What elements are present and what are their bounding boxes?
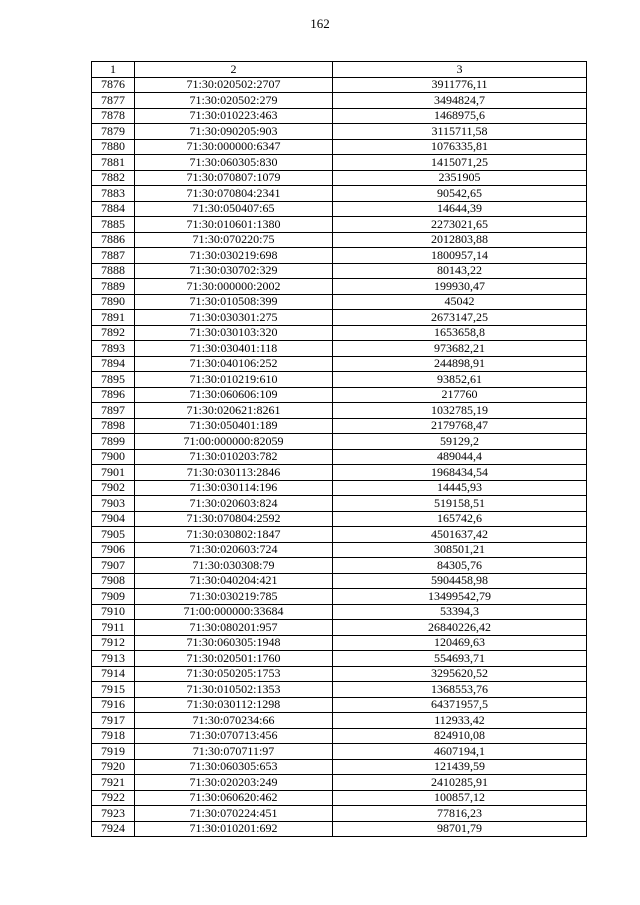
row-number-cell: 7879 xyxy=(92,124,135,140)
table-row xyxy=(92,155,587,171)
value-cell: 2012803,88 xyxy=(333,232,587,248)
value-cell: 121439,59 xyxy=(333,759,587,775)
table-row xyxy=(92,434,587,450)
cadastral-number-cell: 71:30:010201:692 xyxy=(135,821,333,837)
table-row xyxy=(92,651,587,667)
table-row xyxy=(92,418,587,434)
cadastral-number-cell: 71:30:070220:75 xyxy=(135,232,333,248)
table-row xyxy=(92,821,587,837)
cadastral-number-cell: 71:30:020502:2707 xyxy=(135,77,333,93)
value-cell: 519158,51 xyxy=(333,496,587,512)
table-row xyxy=(92,387,587,403)
value-cell: 93852,61 xyxy=(333,372,587,388)
table-row xyxy=(92,449,587,465)
table-row xyxy=(92,759,587,775)
row-number-cell: 7906 xyxy=(92,542,135,558)
cadastral-number-cell: 71:30:000000:6347 xyxy=(135,139,333,155)
cadastral-number-cell: 71:30:030113:2846 xyxy=(135,465,333,481)
table-row xyxy=(92,697,587,713)
value-cell: 1415071,25 xyxy=(333,155,587,171)
value-cell: 4501637,42 xyxy=(333,527,587,543)
table-row xyxy=(92,139,587,155)
cadastral-number-cell: 71:30:030112:1298 xyxy=(135,697,333,713)
table-row xyxy=(92,465,587,481)
table-row xyxy=(92,589,587,605)
cadastral-number-cell: 71:00:000000:33684 xyxy=(135,604,333,620)
row-number-cell: 7888 xyxy=(92,263,135,279)
value-cell: 84305,76 xyxy=(333,558,587,574)
value-cell: 3115711,58 xyxy=(333,124,587,140)
table-row xyxy=(92,279,587,295)
cadastral-number-cell: 71:30:070804:2592 xyxy=(135,511,333,527)
cadastral-number-cell: 71:30:090205:903 xyxy=(135,124,333,140)
value-cell: 98701,79 xyxy=(333,821,587,837)
table-row xyxy=(92,356,587,372)
row-number-cell: 7903 xyxy=(92,496,135,512)
table-row xyxy=(92,480,587,496)
table-row xyxy=(92,744,587,760)
cadastral-number-cell: 71:30:030802:1847 xyxy=(135,527,333,543)
row-number-cell: 7907 xyxy=(92,558,135,574)
row-number-cell: 7909 xyxy=(92,589,135,605)
row-number-cell: 7878 xyxy=(92,108,135,124)
cadastral-number-cell: 71:30:050205:1753 xyxy=(135,666,333,682)
table-row xyxy=(92,806,587,822)
value-cell: 2673147,25 xyxy=(333,310,587,326)
cadastral-number-cell: 71:30:030219:698 xyxy=(135,248,333,264)
table-row xyxy=(92,573,587,589)
value-cell: 77816,23 xyxy=(333,806,587,822)
value-cell: 14445,93 xyxy=(333,480,587,496)
value-cell: 53394,3 xyxy=(333,604,587,620)
value-cell: 64371957,5 xyxy=(333,697,587,713)
cadastral-number-cell: 71:00:000000:82059 xyxy=(135,434,333,450)
row-number-cell: 7922 xyxy=(92,790,135,806)
table-row xyxy=(92,248,587,264)
row-number-cell: 7901 xyxy=(92,465,135,481)
table-row xyxy=(92,511,587,527)
table-row xyxy=(92,77,587,93)
row-number-cell: 7890 xyxy=(92,294,135,310)
row-number-cell: 7882 xyxy=(92,170,135,186)
row-number-cell: 7897 xyxy=(92,403,135,419)
row-number-cell: 7924 xyxy=(92,821,135,837)
cadastral-number-cell: 71:30:020621:8261 xyxy=(135,403,333,419)
value-cell: 3295620,52 xyxy=(333,666,587,682)
table-row xyxy=(92,108,587,124)
value-cell: 14644,39 xyxy=(333,201,587,217)
row-number-cell: 7891 xyxy=(92,310,135,326)
table-row xyxy=(92,186,587,202)
row-number-cell: 7917 xyxy=(92,713,135,729)
row-number-cell: 7899 xyxy=(92,434,135,450)
value-cell: 59129,2 xyxy=(333,434,587,450)
value-cell: 1368553,76 xyxy=(333,682,587,698)
cadastral-number-cell: 71:30:030401:118 xyxy=(135,341,333,357)
table-row xyxy=(92,217,587,233)
row-number-cell: 7884 xyxy=(92,201,135,217)
row-number-cell: 7883 xyxy=(92,186,135,202)
value-cell: 308501,21 xyxy=(333,542,587,558)
row-number-cell: 7898 xyxy=(92,418,135,434)
value-cell: 13499542,79 xyxy=(333,589,587,605)
table-row xyxy=(92,775,587,791)
cadastral-number-cell: 71:30:010223:463 xyxy=(135,108,333,124)
cadastral-number-cell: 71:30:010502:1353 xyxy=(135,682,333,698)
table-row xyxy=(92,620,587,636)
table-row xyxy=(92,263,587,279)
value-cell: 2351905 xyxy=(333,170,587,186)
table-row xyxy=(92,527,587,543)
row-number-cell: 7910 xyxy=(92,604,135,620)
value-cell: 244898,91 xyxy=(333,356,587,372)
table-row xyxy=(92,93,587,109)
value-cell: 1032785,19 xyxy=(333,403,587,419)
table-header xyxy=(92,62,587,78)
cadastral-number-cell: 71:30:070804:2341 xyxy=(135,186,333,202)
cadastral-number-cell: 71:30:020502:279 xyxy=(135,93,333,109)
table-row xyxy=(92,790,587,806)
value-cell: 1968434,54 xyxy=(333,465,587,481)
row-number-cell: 7904 xyxy=(92,511,135,527)
value-cell: 2410285,91 xyxy=(333,775,587,791)
value-cell: 4607194,1 xyxy=(333,744,587,760)
row-number-cell: 7918 xyxy=(92,728,135,744)
table-row xyxy=(92,496,587,512)
table-row xyxy=(92,232,587,248)
value-cell: 554693,71 xyxy=(333,651,587,667)
table-row xyxy=(92,170,587,186)
cadastral-number-cell: 71:30:030308:79 xyxy=(135,558,333,574)
table-row xyxy=(92,682,587,698)
row-number-cell: 7911 xyxy=(92,620,135,636)
row-number-cell: 7889 xyxy=(92,279,135,295)
row-number-cell: 7921 xyxy=(92,775,135,791)
cadastral-number-cell: 71:30:020603:724 xyxy=(135,542,333,558)
value-cell: 2179768,47 xyxy=(333,418,587,434)
table-row xyxy=(92,201,587,217)
row-number-cell: 7919 xyxy=(92,744,135,760)
value-cell: 1800957,14 xyxy=(333,248,587,264)
cadastral-number-cell: 71:30:020501:1760 xyxy=(135,651,333,667)
cadastral-number-cell: 71:30:060305:830 xyxy=(135,155,333,171)
row-number-cell: 7915 xyxy=(92,682,135,698)
cadastral-number-cell: 71:30:080201:957 xyxy=(135,620,333,636)
cadastral-number-cell: 71:30:030103:320 xyxy=(135,325,333,341)
row-number-cell: 7896 xyxy=(92,387,135,403)
cadastral-number-cell: 71:30:030219:785 xyxy=(135,589,333,605)
row-number-cell: 7905 xyxy=(92,527,135,543)
row-number-cell: 7880 xyxy=(92,139,135,155)
value-cell: 1468975,6 xyxy=(333,108,587,124)
cadastral-number-cell: 71:30:010601:1380 xyxy=(135,217,333,233)
value-cell: 2273021,65 xyxy=(333,217,587,233)
table-row xyxy=(92,542,587,558)
column-header-2: 2 xyxy=(135,62,333,78)
cadastral-number-cell: 71:30:040106:252 xyxy=(135,356,333,372)
cadastral-number-cell: 71:30:010219:610 xyxy=(135,372,333,388)
cadastral-number-cell: 71:30:030301:275 xyxy=(135,310,333,326)
row-number-cell: 7892 xyxy=(92,325,135,341)
row-number-cell: 7885 xyxy=(92,217,135,233)
row-number-cell: 7916 xyxy=(92,697,135,713)
table-row xyxy=(92,666,587,682)
table-row xyxy=(92,124,587,140)
value-cell: 120469,63 xyxy=(333,635,587,651)
row-number-cell: 7895 xyxy=(92,372,135,388)
cadastral-number-cell: 71:30:010508:399 xyxy=(135,294,333,310)
row-number-cell: 7920 xyxy=(92,759,135,775)
value-cell: 100857,12 xyxy=(333,790,587,806)
cadastral-number-cell: 71:30:070807:1079 xyxy=(135,170,333,186)
row-number-cell: 7914 xyxy=(92,666,135,682)
cadastral-number-cell: 71:30:060606:109 xyxy=(135,387,333,403)
table-body xyxy=(92,77,587,837)
value-cell: 1076335,81 xyxy=(333,139,587,155)
table-row xyxy=(92,325,587,341)
cadastral-number-cell: 71:30:060620:462 xyxy=(135,790,333,806)
cadastral-number-cell: 71:30:030114:196 xyxy=(135,480,333,496)
value-cell: 3494824,7 xyxy=(333,93,587,109)
row-number-cell: 7881 xyxy=(92,155,135,171)
cadastral-number-cell: 71:30:070234:66 xyxy=(135,713,333,729)
table-row xyxy=(92,558,587,574)
cadastral-number-cell: 71:30:020603:824 xyxy=(135,496,333,512)
row-number-cell: 7908 xyxy=(92,573,135,589)
cadastral-number-cell: 71:30:040204:421 xyxy=(135,573,333,589)
cadastral-number-cell: 71:30:020203:249 xyxy=(135,775,333,791)
value-cell: 199930,47 xyxy=(333,279,587,295)
value-cell: 1653658,8 xyxy=(333,325,587,341)
page-number: 162 xyxy=(310,16,330,31)
value-cell: 489044,4 xyxy=(333,449,587,465)
table-row xyxy=(92,403,587,419)
value-cell: 3911776,11 xyxy=(333,77,587,93)
row-number-cell: 7912 xyxy=(92,635,135,651)
table-row xyxy=(92,341,587,357)
row-number-cell: 7900 xyxy=(92,449,135,465)
row-number-cell: 7887 xyxy=(92,248,135,264)
cadastral-number-cell: 71:30:070224:451 xyxy=(135,806,333,822)
row-number-cell: 7894 xyxy=(92,356,135,372)
table-row xyxy=(92,294,587,310)
table-row xyxy=(92,728,587,744)
cadastral-number-cell: 71:30:060305:653 xyxy=(135,759,333,775)
value-cell: 112933,42 xyxy=(333,713,587,729)
cadastral-number-cell: 71:30:060305:1948 xyxy=(135,635,333,651)
value-cell: 5904458,98 xyxy=(333,573,587,589)
column-header-1: 1 xyxy=(92,62,135,78)
table-row xyxy=(92,635,587,651)
row-number-cell: 7923 xyxy=(92,806,135,822)
column-header-3: 3 xyxy=(333,62,587,78)
cadastral-number-cell: 71:30:050407:65 xyxy=(135,201,333,217)
row-number-cell: 7913 xyxy=(92,651,135,667)
row-number-cell: 7886 xyxy=(92,232,135,248)
header-row xyxy=(92,62,587,78)
row-number-cell: 7902 xyxy=(92,480,135,496)
cadastral-number-cell: 71:30:050401:189 xyxy=(135,418,333,434)
table-row xyxy=(92,310,587,326)
value-cell: 824910,08 xyxy=(333,728,587,744)
cadastral-number-cell: 71:30:000000:2002 xyxy=(135,279,333,295)
row-number-cell: 7876 xyxy=(92,77,135,93)
table-row xyxy=(92,604,587,620)
row-number-cell: 7893 xyxy=(92,341,135,357)
row-number-cell: 7877 xyxy=(92,93,135,109)
value-cell: 80143,22 xyxy=(333,263,587,279)
registry-table xyxy=(91,61,587,837)
cadastral-number-cell: 71:30:010203:782 xyxy=(135,449,333,465)
cadastral-number-cell: 71:30:070713:456 xyxy=(135,728,333,744)
value-cell: 165742,6 xyxy=(333,511,587,527)
value-cell: 45042 xyxy=(333,294,587,310)
cadastral-number-cell: 71:30:030702:329 xyxy=(135,263,333,279)
value-cell: 26840226,42 xyxy=(333,620,587,636)
table-row xyxy=(92,713,587,729)
value-cell: 90542,65 xyxy=(333,186,587,202)
value-cell: 217760 xyxy=(333,387,587,403)
value-cell: 973682,21 xyxy=(333,341,587,357)
table-row xyxy=(92,372,587,388)
cadastral-number-cell: 71:30:070711:97 xyxy=(135,744,333,760)
